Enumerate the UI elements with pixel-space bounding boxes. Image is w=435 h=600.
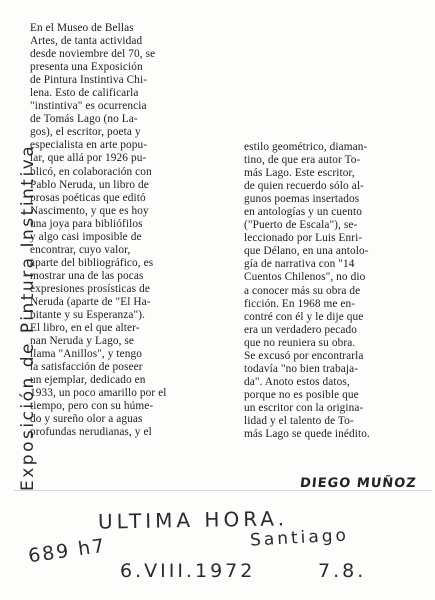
article-line: de quien recuerdo sólo al- (244, 180, 364, 193)
article-line: "instintiva" es ocurrencia (30, 100, 147, 113)
article-line: más Lago. Este escritor, (244, 167, 355, 180)
article-line: lidad y el talento de To- (244, 414, 354, 427)
handwritten-city: Santiago (249, 525, 350, 551)
article-line: tiempo, pero con su húme- (30, 400, 154, 413)
handwritten-reference: 689 h7 (26, 534, 108, 568)
article-line: El libro, en el que alter- (30, 322, 140, 335)
article-line: llama "Anillos", y tengo (30, 348, 143, 361)
article-line: contré con él y le dije que (244, 310, 364, 323)
article-line: 1933, un poco amarillo por el (30, 387, 167, 400)
article-line: gía de narrativa con "14 (244, 258, 355, 271)
article-line: Nascimento, y que es hoy (30, 204, 149, 217)
article-line: de Tomás Lago (no La- (30, 113, 138, 126)
article-line: gunos poemas insertados (244, 193, 360, 206)
article-line: presenta una Exposición (30, 61, 143, 74)
article-line: y algo casi imposible de (30, 230, 142, 243)
article-line: encontrar, cuyo valor, (30, 243, 131, 256)
article-line: que Délano, en una antolo- (244, 245, 369, 258)
article-line: una joya para bibliófilos (30, 217, 143, 230)
handwritten-source: ULTIMA HORA. (97, 506, 289, 534)
article-line: ("Puerto de Escala"), se- (244, 219, 358, 232)
article-line: todavía "no bien trabaja- (244, 362, 359, 375)
article-line: gos), el escritor, poeta y (30, 126, 141, 139)
article-line: Pablo Neruda, un libro de (30, 178, 149, 191)
handwritten-date: 6.VIII.1972 (120, 560, 256, 582)
article-line: leccionado por Luis Enri- (244, 232, 363, 245)
handwritten-side-note: Exposición de Pintura Instintiva (18, 143, 38, 491)
article-line: aparte del bibliográfico, es (30, 256, 154, 269)
article-line: un escritor con la origina- (244, 401, 364, 414)
article-line: blicó, en colaboración con (30, 165, 152, 178)
clipping-edge (14, 490, 432, 491)
article-left-column (30, 22, 220, 440)
article-line: expresiones prosísticas de (30, 282, 150, 295)
article-line: un ejemplar, dedicado en (30, 374, 146, 387)
article-line: bitante y su Esperanza"). (30, 309, 146, 322)
article-line: da". Anoto estos datos, (244, 375, 350, 388)
article-line: desde noviembre del 70, se (30, 48, 156, 61)
article-byline: DIEGO MUÑOZ (299, 476, 418, 491)
article-line: lena. Esto de calificarla (30, 87, 139, 100)
article-line: Se excusó por encontrarla (244, 349, 364, 362)
article-line: era un verdadero pecado (244, 323, 358, 336)
article-line: do y sureño olor a aguas (30, 413, 143, 426)
article-line: más Lago se quede inédito. (244, 428, 370, 441)
article-line: en antologías y un cuento (244, 206, 362, 219)
article-right-column (244, 141, 422, 441)
article-line: ficción. En 1968 me en- (244, 297, 356, 310)
article-line: que no reuniera su obra. (244, 336, 356, 349)
article-line: la satisfacción de poseer (30, 361, 143, 374)
article-line: porque no es posible que (244, 388, 359, 401)
article-line: profundas nerudianas, y el (30, 426, 152, 439)
handwritten-page: 7.8. (318, 560, 367, 582)
article-line: lar, que allá por 1926 pu- (30, 152, 147, 165)
article-line: tino, de que era autor To- (244, 154, 361, 167)
article-line: prosas poéticas que editó (30, 191, 146, 204)
article-line: especialista en arte popu- (30, 139, 148, 152)
article-line: Artes, de tanta actividad (30, 35, 143, 48)
article-line: a conocer más su obra de (244, 284, 361, 297)
article-line: Cuentos Chilenos", no dio (244, 271, 366, 284)
article-line: estilo geométrico, diaman- (244, 141, 368, 153)
article-line: Neruda (aparte de "El Ha- (30, 295, 151, 308)
article-line: nan Neruda y Lago, se (30, 335, 135, 348)
article-line: de Pintura Instintiva Chi- (30, 74, 148, 87)
article-line: mostrar una de las pocas (30, 269, 144, 282)
article-line: En el Museo de Bellas (30, 22, 134, 34)
